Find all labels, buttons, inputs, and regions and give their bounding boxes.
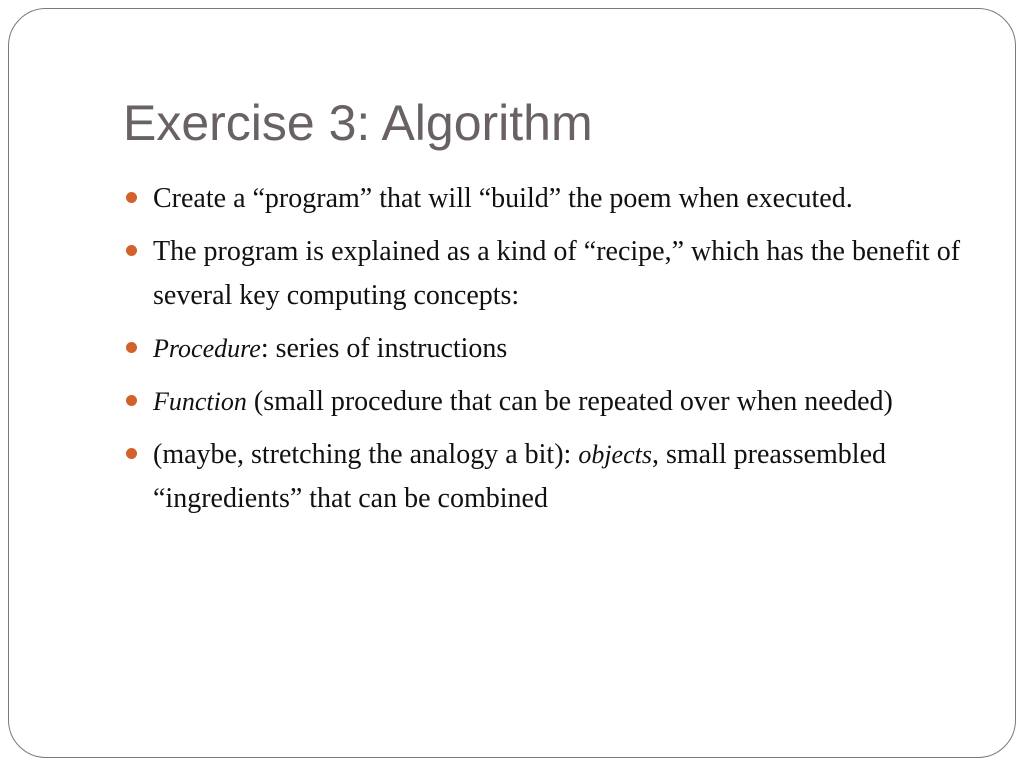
bullet-item (123, 433, 973, 521)
bullet-dot-icon (126, 245, 137, 256)
bullet-text: : series of instructions (260, 333, 508, 364)
bullet-dot-icon (126, 448, 137, 459)
bullet-dot-icon (126, 342, 137, 353)
bullet-item (123, 177, 973, 221)
bullet-item (123, 230, 973, 318)
bullet-text: (small procedure that can be repeated over when needed) (246, 386, 893, 417)
bullet-item (123, 380, 973, 424)
bullet-text: The program is explained as a kind of “recipe,” which has the benefit of several key computing concepts: (153, 236, 961, 311)
bullet-dot-icon (126, 192, 137, 203)
bullet-text: Create a “program” that will “build” the poem when executed. (153, 183, 853, 214)
bullet-text: (maybe, stretching the analogy a bit): (153, 439, 579, 470)
bullet-item (123, 327, 973, 371)
bullet-term: Procedure (153, 334, 261, 363)
bullet-term: objects (578, 440, 652, 469)
bullet-text: , small preassembled “ingredients” that can be combined (153, 439, 887, 514)
slide-title: Exercise 3: Algorithm (123, 95, 593, 151)
bullet-dot-icon (126, 395, 137, 406)
bullet-list (123, 177, 973, 530)
slide (8, 8, 1016, 758)
bullet-term: Function (153, 387, 247, 416)
